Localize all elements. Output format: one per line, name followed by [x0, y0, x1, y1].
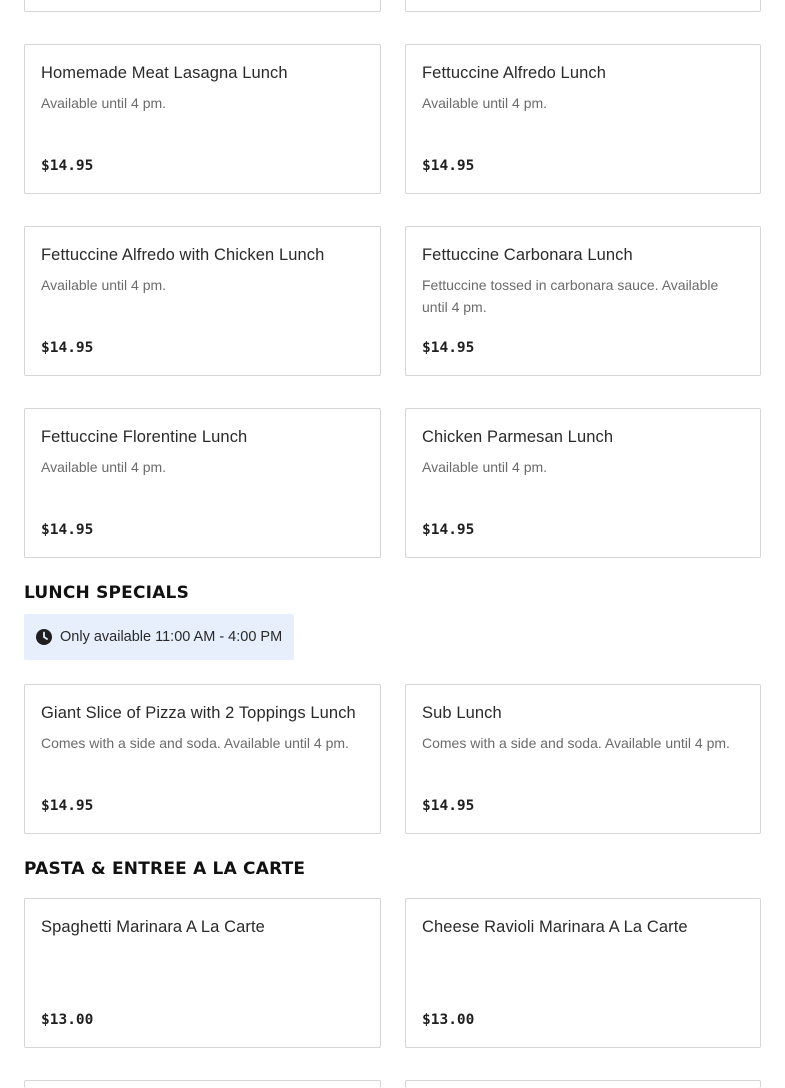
item-description: Comes with a side and soda. Available until 4 pm.: [422, 735, 730, 751]
item-description: Available until 4 pm.: [422, 95, 548, 111]
menu-item-card[interactable]: [405, 44, 761, 194]
availability-text: Only available 11:00 AM - 4:00 PM: [60, 629, 283, 645]
item-name: Fettuccine Carbonara Lunch: [422, 246, 633, 264]
menu-item-card[interactable]: [24, 898, 381, 1048]
item-name: Chicken Parmesan Lunch: [422, 428, 614, 446]
item-name: Fettuccine Alfredo with Chicken Lunch: [41, 246, 325, 264]
item-description: Available until 4 pm.: [422, 459, 548, 475]
section-title: LUNCH SPECIALS: [24, 583, 190, 603]
item-price: $14.95: [422, 340, 475, 356]
item-description: Available until 4 pm.: [41, 459, 167, 475]
menu-item-card[interactable]: [405, 226, 761, 376]
item-description: Fettuccine tossed in carbonara sauce. Available until 4 pm.: [422, 277, 719, 315]
menu-item-card[interactable]: [24, 226, 381, 376]
item-name: Fettuccine Florentine Lunch: [41, 428, 248, 446]
item-price: $13.00: [41, 1012, 94, 1028]
menu-item-card[interactable]: [405, 898, 761, 1048]
item-name: Sub Lunch: [422, 704, 502, 722]
item-description: Available until 4 pm.: [41, 95, 167, 111]
item-name: Spaghetti Marinara A La Carte: [41, 918, 265, 936]
menu-item-card[interactable]: [405, 408, 761, 558]
item-name: Giant Slice of Pizza with 2 Toppings Lunch: [41, 704, 356, 722]
item-name: Fettuccine Alfredo Lunch: [422, 64, 607, 82]
availability-badge: [24, 614, 294, 660]
item-price: $14.95: [41, 340, 94, 356]
clock-icon: [36, 629, 52, 645]
menu-item-card[interactable]: [24, 684, 381, 834]
menu-item-card[interactable]: [405, 0, 761, 12]
item-price: $14.95: [422, 522, 475, 538]
menu-item-card[interactable]: [405, 1080, 761, 1088]
item-price: $14.95: [422, 798, 475, 814]
item-price: $13.00: [422, 1012, 475, 1028]
item-price: $14.95: [41, 798, 94, 814]
menu-item-card[interactable]: [24, 1080, 381, 1088]
item-description: Available until 4 pm.: [41, 277, 167, 293]
menu-item-card[interactable]: [24, 0, 381, 12]
menu-item-card[interactable]: [405, 684, 761, 834]
item-price: $14.95: [41, 158, 94, 174]
section-title: PASTA & ENTREE A LA CARTE: [24, 859, 306, 879]
item-name: Homemade Meat Lasagna Lunch: [41, 64, 288, 82]
item-price: $14.95: [422, 158, 475, 174]
item-description: Comes with a side and soda. Available until 4 pm.: [41, 735, 349, 751]
item-price: $14.95: [41, 522, 94, 538]
item-name: Cheese Ravioli Marinara A La Carte: [422, 918, 688, 936]
menu-item-card[interactable]: [24, 44, 381, 194]
menu-item-card[interactable]: [24, 408, 381, 558]
